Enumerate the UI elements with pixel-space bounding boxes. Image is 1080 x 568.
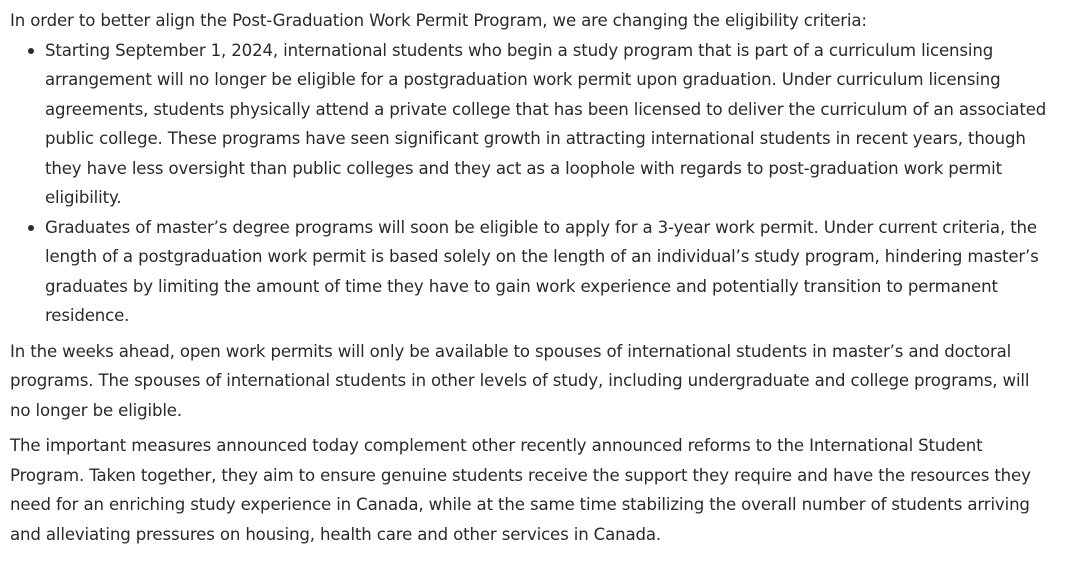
list-item-text: Graduates of master’s degree programs will soon be eligible to apply for a 3-year work permit. Under current criteria, the length of a postgraduation work permit is based solely on the length of an individual’s study program, hindering master’s graduates by limiting the amount of time they have to gain work experience and potentially transition to permanent residence. xyxy=(45,217,1039,325)
spouses-paragraph: In the weeks ahead, open work permits will only be available to spouses of international students in master’s and doctoral programs. The spouses of international students in other levels of study, including undergraduate and college programs, will no longer be eligible. xyxy=(10,341,1030,420)
intro-paragraph: In order to better align the Post-Graduation Work Permit Program, we are changing the eligibility criteria: xyxy=(10,11,867,30)
measures-paragraph: The important measures announced today complement other recently announced reforms to the International Student Program. Taken together, they aim to ensure genuine students receive the support they require and have the resources they need for an enriching study experience in Canada, while at the same time stabilizing the overall number of students arriving and alleviating pressures on housing, health care and other services in Canada. xyxy=(10,436,1031,544)
bullet-icon xyxy=(28,225,34,231)
eligibility-changes-list xyxy=(10,36,1050,331)
list-item-text: Starting September 1, 2024, international students who begin a study program that is part of a curriculum licensing arrangement will no longer be eligible for a postgraduation work permit upon graduation. Under curriculum licensing agreements, students physically attend a private college that has been licensed to deliver the curriculum of an associated public college. These programs have seen significant growth in attracting international students in recent years, though they have less oversight than public colleges and they act as a loophole with regards to post-graduation work permit eligibility. xyxy=(45,40,1047,207)
list-item-curriculum-licensing xyxy=(45,36,1050,213)
list-item-masters-permit xyxy=(45,213,1050,331)
bullet-icon xyxy=(28,48,34,54)
